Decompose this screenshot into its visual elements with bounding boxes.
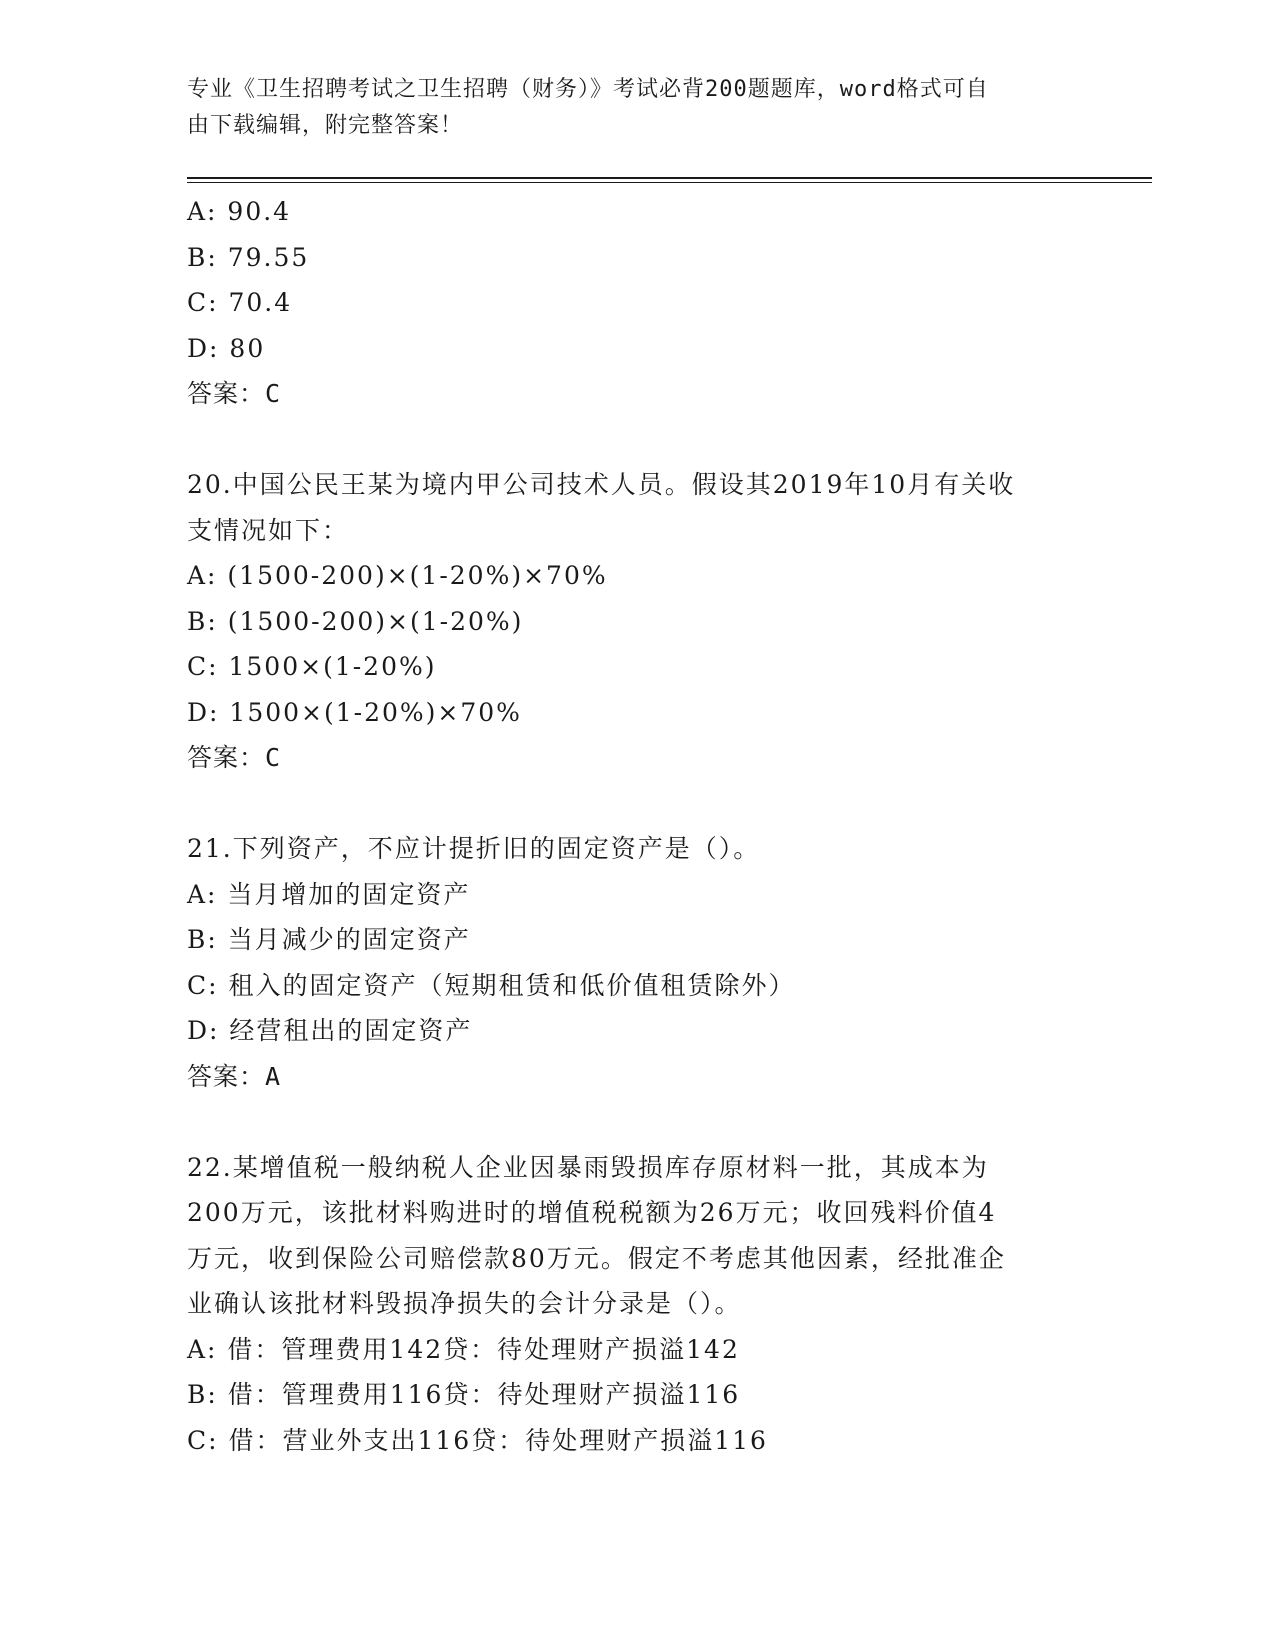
option-b: B: 79.55 — [187, 242, 310, 272]
header-divider-thick — [187, 177, 1152, 179]
spacer — [187, 1099, 1087, 1145]
option-c: C: 租入的固定资产（短期租赁和低价值租赁除外） — [187, 970, 796, 1000]
option-b: B: (1500-200)×(1-20%) — [187, 606, 524, 636]
answer: 答案：C — [187, 379, 282, 408]
spacer — [187, 417, 1087, 463]
option-b: B: 借：管理费用116贷：待处理财产损溢116 — [187, 1380, 741, 1409]
spacer — [187, 781, 1087, 827]
header-divider-thin — [187, 182, 1152, 183]
option-c: C: 70.4 — [187, 288, 293, 317]
question-stem-line: 20.中国公民王某为境内甲公司技术人员。假设其2019年10月有关收 — [187, 470, 1016, 499]
option-c: C: 1500×(1-20%) — [187, 652, 437, 681]
option-c: C: 借：营业外支出116贷：待处理财产损溢116 — [187, 1425, 768, 1455]
question-stem-line: 业确认该批材料毁损净损失的会计分录是（）。 — [187, 1289, 742, 1318]
header-line-1: 专业《卫生招聘考试之卫生招聘（财务）》考试必背200题题库，word格式可自 — [187, 77, 989, 102]
option-a: A: 当月增加的固定资产 — [187, 879, 471, 909]
question-content — [187, 189, 1087, 1463]
question-stem-line: 万元，收到保险公司赔偿款80万元。假定不考虑其他因素，经批准企 — [187, 1243, 1006, 1273]
document-header — [187, 72, 1067, 144]
option-a: A: 90.4 — [187, 197, 292, 226]
question-21 — [187, 826, 1087, 1099]
option-b: B: 当月减少的固定资产 — [187, 925, 471, 954]
question-stem-line: 支情况如下： — [187, 515, 350, 545]
answer: 答案：C — [187, 743, 282, 772]
option-d: D: 经营租出的固定资产 — [187, 1016, 473, 1045]
option-d: D: 80 — [187, 333, 266, 363]
option-d: D: 1500×(1-20%)×70% — [187, 697, 522, 727]
option-a: A: 借：管理费用142贷：待处理财产损溢142 — [187, 1334, 740, 1364]
question-22 — [187, 1145, 1087, 1464]
question-19 — [187, 189, 1087, 417]
header-line-2: 由下载编辑，附完整答案！ — [187, 113, 464, 138]
question-stem-line: 21.下列资产，不应计提折旧的固定资产是（）。 — [187, 834, 761, 863]
answer: 答案：A — [187, 1061, 282, 1091]
question-stem-line: 22.某增值税一般纳税人企业因暴雨毁损库存原材料一批，其成本为 — [187, 1152, 989, 1182]
option-a: A: (1500-200)×(1-20%)×70% — [187, 561, 608, 590]
question-20 — [187, 462, 1087, 781]
question-stem-line: 200万元，该批材料购进时的增值税税额为26万元；收回残料价值4 — [187, 1198, 997, 1227]
